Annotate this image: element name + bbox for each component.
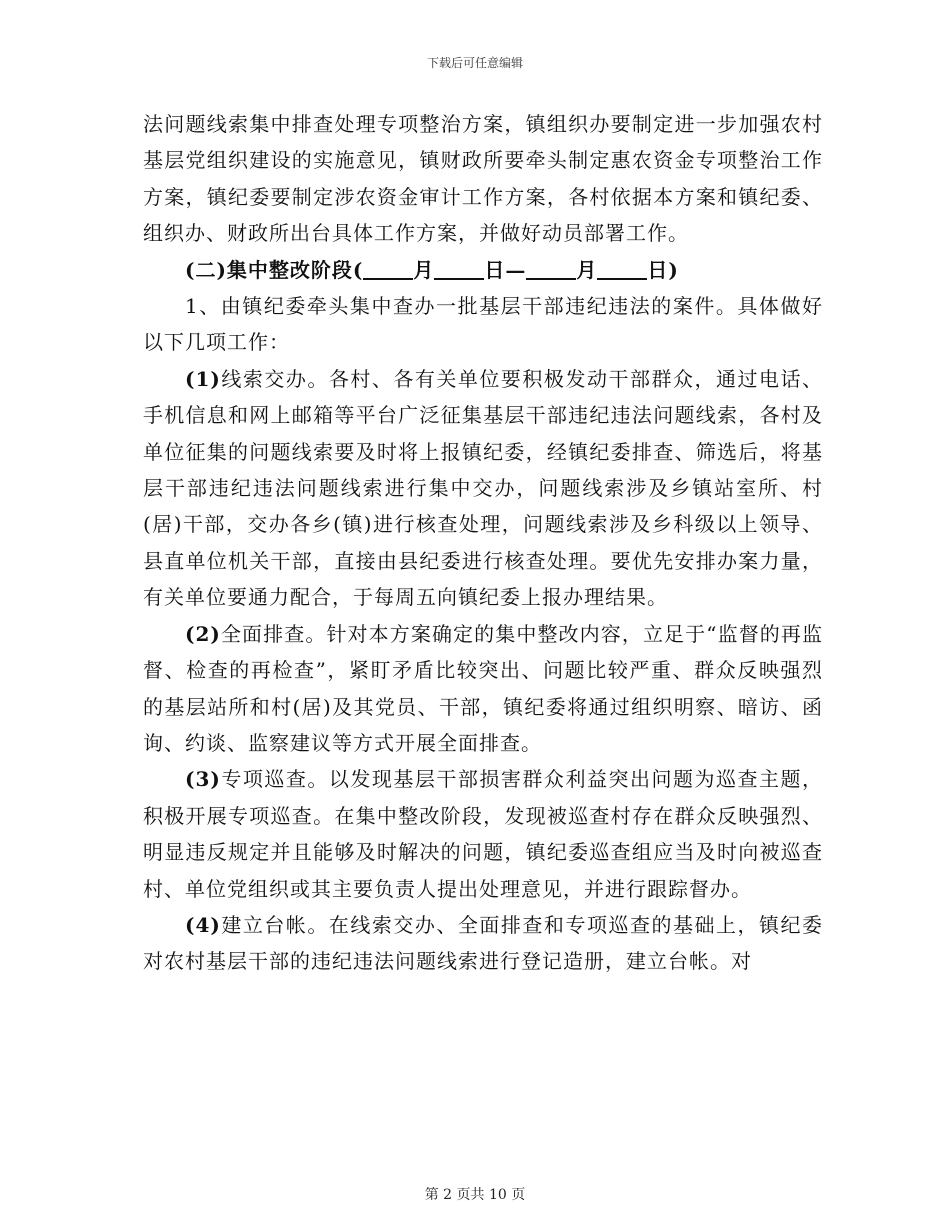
paragraph-continuation: 法问题线索集中排查处理专项整治方案，镇组织办要制定进一步加强农村基层党组织建设的实施意见，镇财政所要牵头制定惠农资金专项整治工作方案，镇纪委要制定涉农资金审计工作方案，各村依据本方案和镇纪委、组织办、财政所出台具体工作方案，并做好动员部署工作。 bbox=[143, 112, 823, 246]
item-label: (2) bbox=[185, 621, 221, 646]
blank-field bbox=[526, 256, 576, 280]
item-label: (4) bbox=[185, 912, 221, 937]
heading-month-2: 月 bbox=[576, 257, 598, 282]
paragraph-clue-assignment bbox=[143, 361, 823, 616]
heading-month-1: 月 bbox=[413, 257, 435, 282]
heading-day-1: 日— bbox=[484, 257, 527, 282]
section-heading bbox=[143, 252, 823, 288]
paragraph-full-inspection bbox=[143, 616, 823, 762]
blank-field bbox=[434, 256, 484, 280]
item-text: 全面排查。针对本方案确定的集中整改内容，立足于“监督的再监督、检查的再检查”，紧盯矛盾比较突出、问题比较严重、群众反映强烈的基层站所和村(居)及其党员、干部，镇纪委将通过组织明察、暗访、函询、约谈、监察建议等方式开展全面排查。 bbox=[143, 621, 823, 755]
paragraph-ledger bbox=[143, 907, 823, 980]
paragraph-special-patrol bbox=[143, 761, 823, 907]
paragraph-item-1: 1、由镇纪委牵头集中查办一批基层干部违纪违法的案件。具体做好以下几项工作： bbox=[143, 294, 823, 355]
heading-day-2: 日) bbox=[647, 257, 679, 282]
item-label: (1) bbox=[185, 366, 221, 391]
item-label: (3) bbox=[185, 767, 221, 792]
item-text: 专项巡查。以发现基层干部损害群众利益突出问题为巡查主题，积极开展专项巡查。在集中整改阶段，发现被巡查村存在群众反映强烈、明显违反规定并且能够及时解决的问题，镇纪委巡查组应当及时向被巡查村、单位党组织或其主要负责人提出处理意见，并进行跟踪督办。 bbox=[143, 767, 823, 901]
document-body bbox=[143, 106, 823, 980]
page-number-footer: 第 2 页共 10 页 bbox=[424, 1187, 526, 1203]
blank-field bbox=[597, 256, 647, 280]
blank-field bbox=[363, 256, 413, 280]
item-text: 线索交办。各村、各有关单位要积极发动干部群众，通过电话、手机信息和网上邮箱等平台广泛征集基层干部违纪违法问题线索，各村及单位征集的问题线索要及时将上报镇纪委，经镇纪委排查、筛选后，将基层干部违纪违法问题线索进行集中交办，问题线索涉及乡镇站室所、村(居)干部，交办各乡(镇)进行核查处理，问题线索涉及乡科级以上领导、县直单位机关干部，直接由县纪委进行核查处理。要优先安排办案力量，有关单位要通力配合，于每周五向镇纪委上报办理结果。 bbox=[143, 366, 823, 610]
heading-prefix: (二)集中整改阶段( bbox=[185, 257, 364, 282]
page-header-note: 下载后可任意编辑 bbox=[426, 56, 523, 70]
item-text: 建立台帐。在线索交办、全面排查和专项巡查的基础上，镇纪委对农村基层干部的违纪违法问题线索进行登记造册，建立台帐。对 bbox=[143, 912, 823, 974]
